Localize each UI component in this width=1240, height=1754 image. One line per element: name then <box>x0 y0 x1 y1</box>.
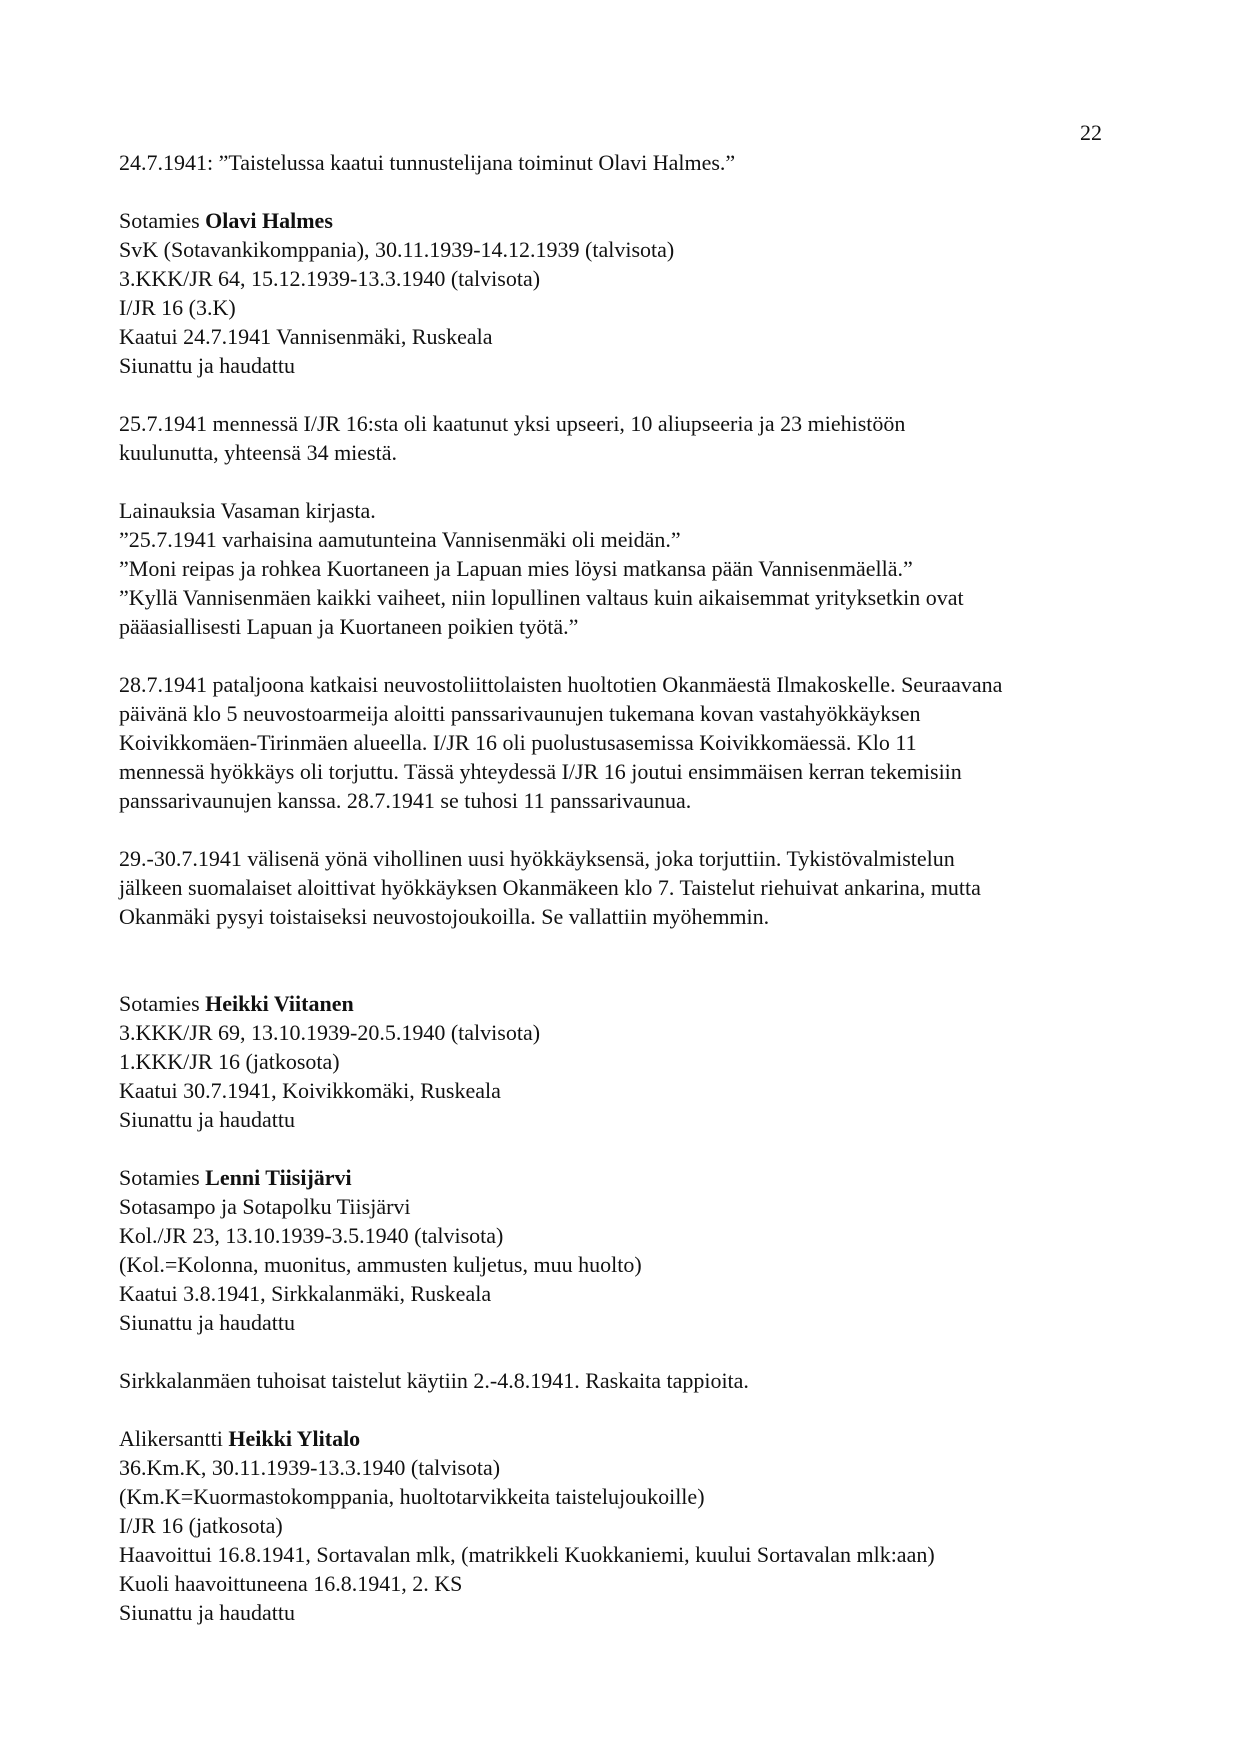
record-line: Siunattu ja haudattu <box>119 1600 295 1625</box>
soldier-heading <box>119 1424 1139 1453</box>
paragraph-sirkkalanmaki <box>119 1366 1139 1395</box>
text-line: Okanmäki pysyi toistaiseksi neuvostojoukoilla. Se vallattiin myöhemmin. <box>119 904 770 929</box>
record-line: Kuoli haavoittuneena 16.8.1941, 2. KS <box>119 1571 463 1596</box>
soldier-record-heikki-viitanen <box>119 989 1139 1134</box>
text-line: panssarivaunujen kanssa. 28.7.1941 se tuhosi 11 panssarivaunua. <box>119 788 692 813</box>
soldier-rank: Alikersantti <box>119 1426 229 1451</box>
record-line: SvK (Sotavankikomppania), 30.11.1939-14.12.1939 (talvisota) <box>119 237 675 262</box>
paragraph-quotes <box>119 496 1139 641</box>
soldier-name: Lenni Tiisijärvi <box>205 1165 352 1190</box>
record-line: (Km.K=Kuormastokomppania, huoltotarvikkeita taistelujoukoille) <box>119 1484 705 1509</box>
page-number: 22 <box>1080 120 1102 145</box>
record-line: 36.Km.K, 30.11.1939-13.3.1940 (talvisota) <box>119 1455 501 1480</box>
soldier-record-lenni-tiisijarvi <box>119 1163 1139 1337</box>
record-line: I/JR 16 (3.K) <box>119 295 236 320</box>
text-line: 29.-30.7.1941 välisenä yönä vihollinen uusi hyökkäyksensä, joka torjuttiin. Tykistövalmistelun <box>119 846 955 871</box>
text-line: kuulunutta, yhteensä 34 miestä. <box>119 440 397 465</box>
record-line: 1.KKK/JR 16 (jatkosota) <box>119 1049 340 1074</box>
soldier-rank: Sotamies <box>119 1165 206 1190</box>
soldier-heading <box>119 989 1139 1018</box>
record-line: (Kol.=Kolonna, muonitus, ammusten kuljetus, muu huolto) <box>119 1252 642 1277</box>
soldier-name: Heikki Ylitalo <box>228 1426 361 1451</box>
quote-line: ”Moni reipas ja rohkea Kuortaneen ja Lapuan mies löysi matkansa pään Vannisenmäellä.” <box>119 556 913 581</box>
record-line: I/JR 16 (jatkosota) <box>119 1513 283 1538</box>
document-body <box>119 148 1139 1627</box>
record-line: Haavoittui 16.8.1941, Sortavalan mlk, (matrikkeli Kuokkaniemi, kuului Sortavalan mlk:aan) <box>119 1542 935 1567</box>
soldier-record-olavi-halmes <box>119 206 1139 380</box>
soldier-name: Olavi Halmes <box>205 208 333 233</box>
text-line: 24.7.1941: ”Taistelussa kaatui tunnustelijana toiminut Olavi Halmes.” <box>119 150 736 175</box>
text-line: 28.7.1941 pataljoona katkaisi neuvostoliittolaisten huoltotien Okanmäestä Ilmakoskelle. Seuraavana <box>119 672 1003 697</box>
text-line: 25.7.1941 mennessä I/JR 16:sta oli kaatunut yksi upseeri, 10 aliupseeria ja 23 miehistöön <box>119 411 906 436</box>
text-line: mennessä hyökkäys oli torjuttu. Tässä yhteydessä I/JR 16 joutui ensimmäisen kerran tekemisiin <box>119 759 962 784</box>
soldier-rank: Sotamies <box>119 991 206 1016</box>
paragraph-casualties <box>119 409 1139 467</box>
record-line: Siunattu ja haudattu <box>119 353 295 378</box>
record-line: Kaatui 3.8.1941, Sirkkalanmäki, Ruskeala <box>119 1281 492 1306</box>
text-line: jälkeen suomalaiset aloittivat hyökkäyksen Okanmäkeen klo 7. Taistelut riehuivat ankarina, mutta <box>119 875 981 900</box>
soldier-rank: Sotamies <box>119 208 206 233</box>
text-line: Sirkkalanmäen tuhoisat taistelut käytiin 2.-4.8.1941. Raskaita tappioita. <box>119 1368 749 1393</box>
record-line: Kol./JR 23, 13.10.1939-3.5.1940 (talvisota) <box>119 1223 504 1248</box>
soldier-name: Heikki Viitanen <box>205 991 354 1016</box>
text-line: Lainauksia Vasaman kirjasta. <box>119 498 376 523</box>
paragraph-battalion <box>119 670 1139 815</box>
paragraph-okanmaki <box>119 844 1139 931</box>
record-line: Kaatui 24.7.1941 Vannisenmäki, Ruskeala <box>119 324 493 349</box>
paragraph-diary-entry <box>119 148 1139 177</box>
record-line: Siunattu ja haudattu <box>119 1107 295 1132</box>
soldier-heading <box>119 206 1139 235</box>
record-line: Sotasampo ja Sotapolku Tiisjärvi <box>119 1194 411 1219</box>
text-line: Koivikkomäen-Tirinmäen alueella. I/JR 16 oli puolustusasemissa Koivikkomäessä. Klo 11 <box>119 730 917 755</box>
record-line: Siunattu ja haudattu <box>119 1310 295 1335</box>
record-line: Kaatui 30.7.1941, Koivikkomäki, Ruskeala <box>119 1078 501 1103</box>
quote-line: ”Kyllä Vannisenmäen kaikki vaiheet, niin lopullinen valtaus kuin aikaisemmat yrityksetkin ovat <box>119 585 964 610</box>
text-line: päivänä klo 5 neuvostoarmeija aloitti panssarivaunujen tukemana kovan vastahyökkäyksen <box>119 701 921 726</box>
soldier-record-heikki-ylitalo <box>119 1424 1139 1627</box>
soldier-heading <box>119 1163 1139 1192</box>
record-line: 3.KKK/JR 69, 13.10.1939-20.5.1940 (talvisota) <box>119 1020 541 1045</box>
quote-line: ”25.7.1941 varhaisina aamutunteina Vannisenmäki oli meidän.” <box>119 527 681 552</box>
quote-line: pääasiallisesti Lapuan ja Kuortaneen poikien työtä.” <box>119 614 579 639</box>
record-line: 3.KKK/JR 64, 15.12.1939-13.3.1940 (talvisota) <box>119 266 541 291</box>
